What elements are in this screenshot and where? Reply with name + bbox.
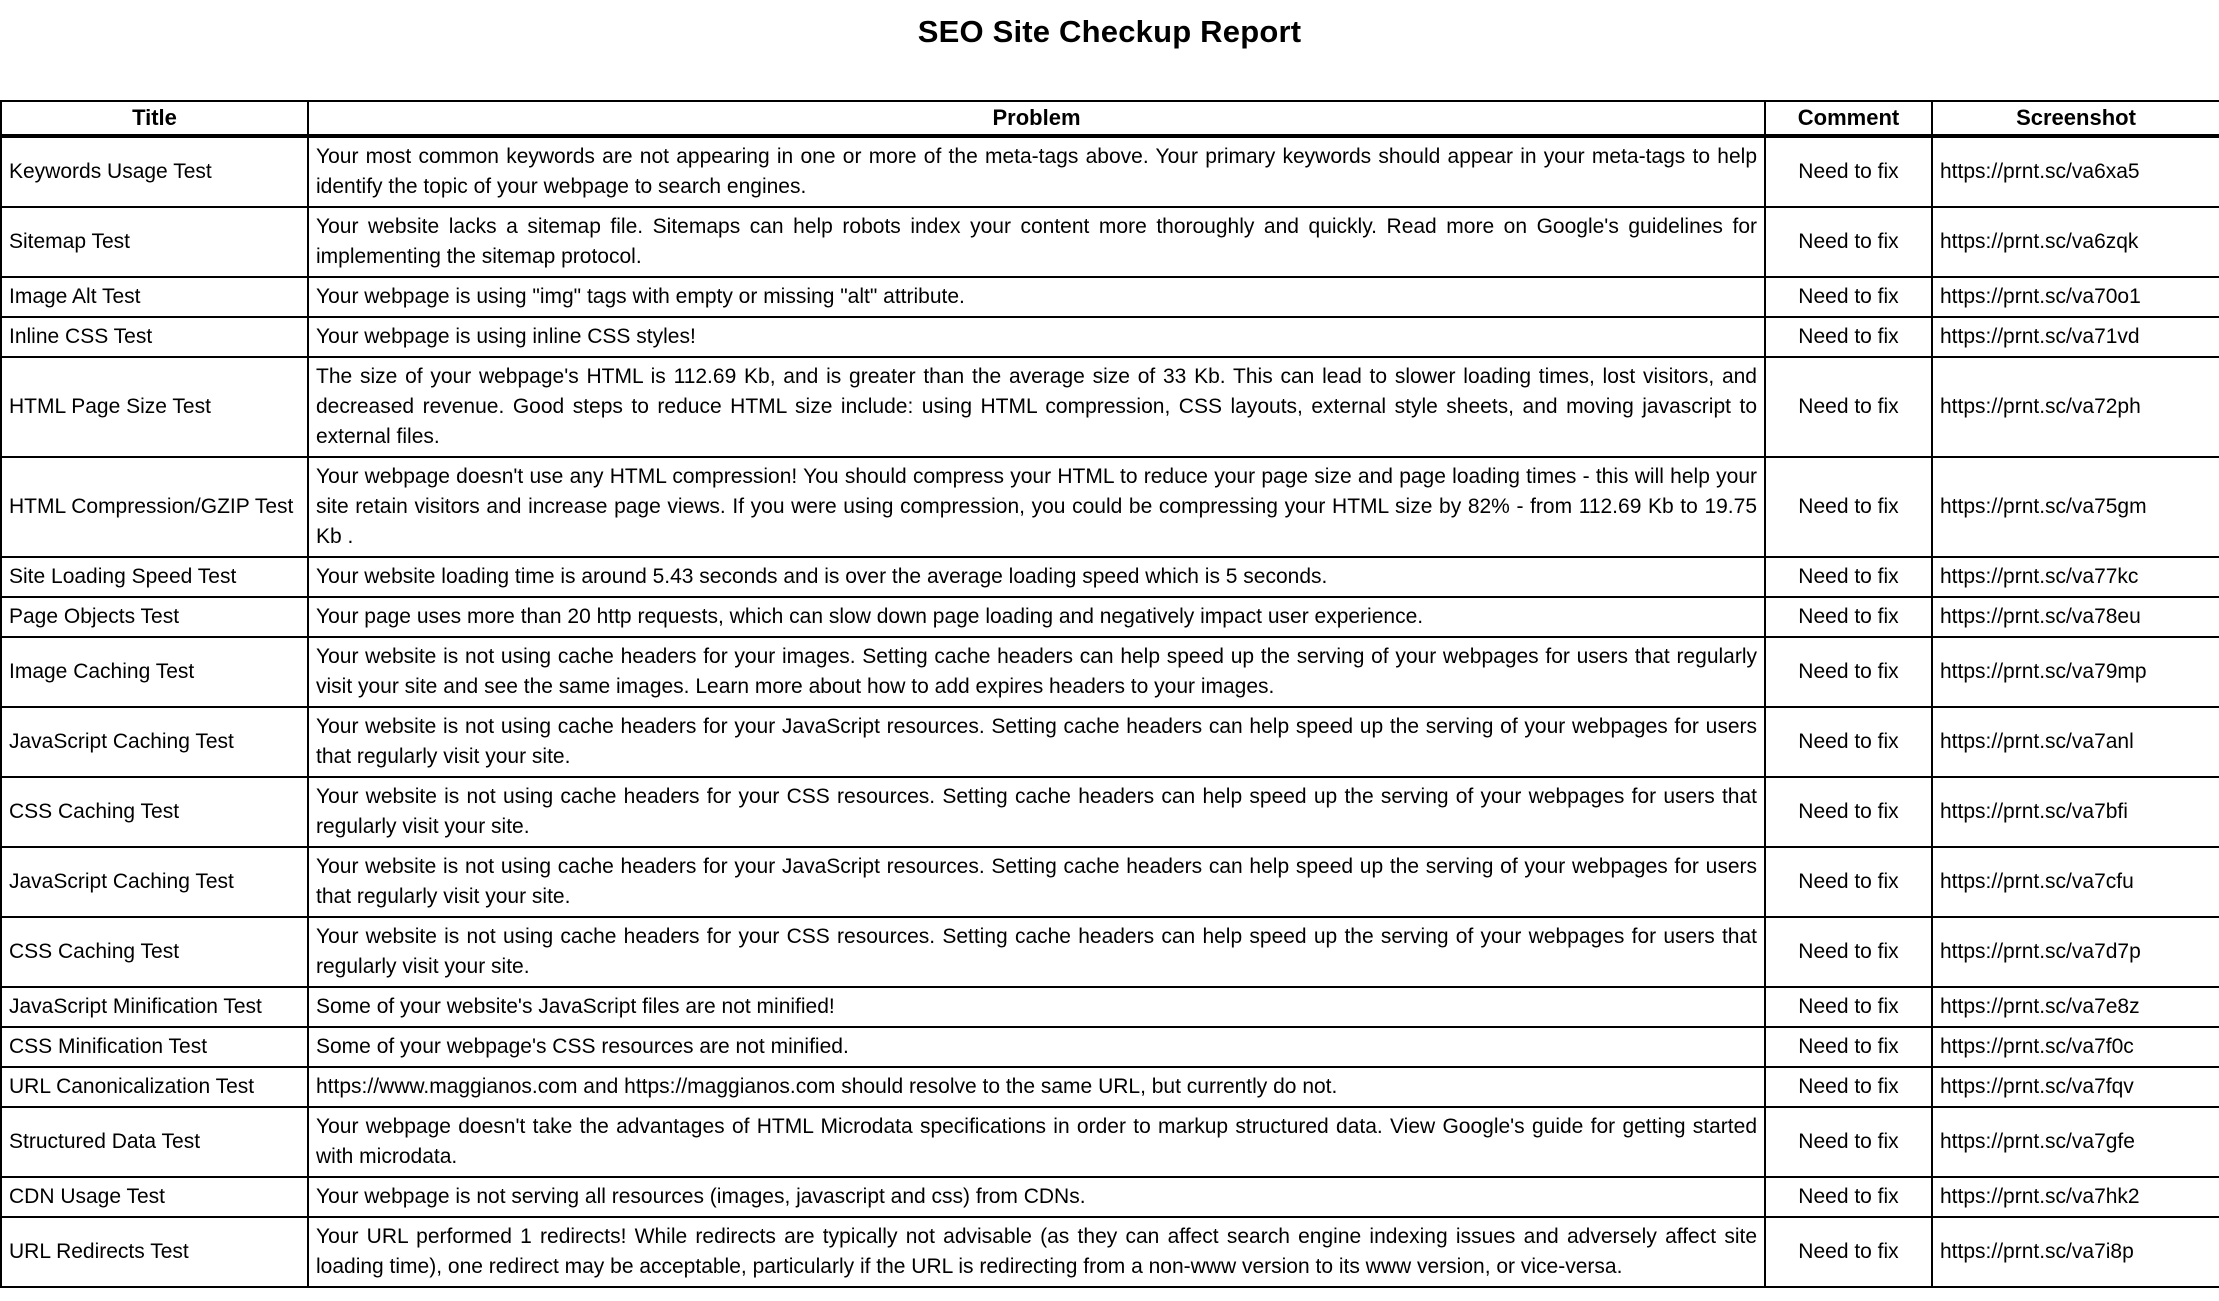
cell-comment: Need to fix [1765,457,1932,557]
table-row [1,457,2219,557]
table-row [1,1217,2219,1287]
table-row [1,136,2219,207]
cell-problem-description: Your webpage doesn't use any HTML compression! You should compress your HTML to reduce your page size and page loading times - this will help your site retain visitors and increase page views. If you were using compression, you could be compressing your HTML size by 82% - from 112.69 Kb to 19.75 Kb . [308,457,1765,557]
table-row [1,1107,2219,1177]
cell-screenshot-link: https://prnt.sc/va7bfi [1932,777,2219,847]
cell-test-title: HTML Page Size Test [1,357,308,457]
column-header-screenshot: Screenshot [1932,101,2219,136]
cell-comment: Need to fix [1765,1177,1932,1217]
cell-problem-description: Your website is not using cache headers for your CSS resources. Setting cache headers can help speed up the serving of your webpages for users that regularly visit your site. [308,777,1765,847]
table-row [1,207,2219,277]
cell-test-title: URL Redirects Test [1,1217,308,1287]
cell-comment: Need to fix [1765,637,1932,707]
cell-problem-description: Your most common keywords are not appearing in one or more of the meta-tags above. Your primary keywords should appear in your meta-tags to help identify the topic of your webpage to search engines. [308,136,1765,207]
cell-problem-description: Your URL performed 1 redirects! While redirects are typically not advisable (as they can affect search engine indexing issues and adversely affect site loading time), one redirect may be acceptable, particularly if the URL is redirecting from a non-www version to its www version, or vice-versa. [308,1217,1765,1287]
table-row [1,1067,2219,1107]
table-row [1,597,2219,637]
cell-screenshot-link: https://prnt.sc/va7i8p [1932,1217,2219,1287]
cell-screenshot-link: https://prnt.sc/va7e8z [1932,987,2219,1027]
table-row [1,847,2219,917]
cell-problem-description: Your website is not using cache headers for your images. Setting cache headers can help speed up the serving of your webpages for users that regularly visit your site and see the same images. Learn more about how to add expires headers to your images. [308,637,1765,707]
cell-test-title: Keywords Usage Test [1,136,308,207]
cell-screenshot-link: https://prnt.sc/va70o1 [1932,277,2219,317]
table-row [1,1027,2219,1067]
report-table-body [1,136,2219,1287]
table-row [1,777,2219,847]
cell-comment: Need to fix [1765,357,1932,457]
cell-screenshot-link: https://prnt.sc/va72ph [1932,357,2219,457]
cell-problem-description: Your page uses more than 20 http requests, which can slow down page loading and negatively impact user experience. [308,597,1765,637]
cell-screenshot-link: https://prnt.sc/va6xa5 [1932,136,2219,207]
cell-problem-description: Your website is not using cache headers for your JavaScript resources. Setting cache headers can help speed up the serving of your webpages for users that regularly visit your site. [308,847,1765,917]
cell-comment: Need to fix [1765,136,1932,207]
cell-screenshot-link: https://prnt.sc/va79mp [1932,637,2219,707]
cell-test-title: Page Objects Test [1,597,308,637]
table-row [1,707,2219,777]
table-row [1,357,2219,457]
cell-comment: Need to fix [1765,1217,1932,1287]
cell-problem-description: https://www.maggianos.com and https://maggianos.com should resolve to the same URL, but currently do not. [308,1067,1765,1107]
table-row [1,557,2219,597]
cell-test-title: HTML Compression/GZIP Test [1,457,308,557]
cell-test-title: Image Caching Test [1,637,308,707]
cell-problem-description: Your website loading time is around 5.43 seconds and is over the average loading speed which is 5 seconds. [308,557,1765,597]
cell-screenshot-link: https://prnt.sc/va75gm [1932,457,2219,557]
cell-test-title: CSS Caching Test [1,777,308,847]
cell-problem-description: Your website is not using cache headers for your JavaScript resources. Setting cache headers can help speed up the serving of your webpages for users that regularly visit your site. [308,707,1765,777]
cell-problem-description: Your webpage is not serving all resources (images, javascript and css) from CDNs. [308,1177,1765,1217]
table-row [1,987,2219,1027]
cell-screenshot-link: https://prnt.sc/va7cfu [1932,847,2219,917]
cell-test-title: Inline CSS Test [1,317,308,357]
cell-comment: Need to fix [1765,707,1932,777]
cell-problem-description: Your webpage is using inline CSS styles! [308,317,1765,357]
cell-comment: Need to fix [1765,917,1932,987]
cell-comment: Need to fix [1765,987,1932,1027]
table-row [1,277,2219,317]
cell-comment: Need to fix [1765,277,1932,317]
cell-screenshot-link: https://prnt.sc/va7gfe [1932,1107,2219,1177]
cell-test-title: CDN Usage Test [1,1177,308,1217]
cell-comment: Need to fix [1765,207,1932,277]
table-row [1,917,2219,987]
cell-test-title: CSS Minification Test [1,1027,308,1067]
page-title: SEO Site Checkup Report [917,14,1302,49]
cell-test-title: JavaScript Minification Test [1,987,308,1027]
cell-comment: Need to fix [1765,557,1932,597]
cell-screenshot-link: https://prnt.sc/va78eu [1932,597,2219,637]
cell-screenshot-link: https://prnt.sc/va7anl [1932,707,2219,777]
cell-comment: Need to fix [1765,1027,1932,1067]
cell-problem-description: The size of your webpage's HTML is 112.69 Kb, and is greater than the average size of 33 Kb. This can lead to slower loading times, lost visitors, and decreased revenue. Good steps to reduce HTML size include: using HTML compression, CSS layouts, external style sheets, and moving javascript to external files. [308,357,1765,457]
column-header-problem: Problem [308,101,1765,136]
cell-test-title: JavaScript Caching Test [1,707,308,777]
seo-report-table [0,100,2219,1288]
column-header-comment: Comment [1765,101,1932,136]
cell-screenshot-link: https://prnt.sc/va7fqv [1932,1067,2219,1107]
table-row [1,317,2219,357]
column-header-title: Title [1,101,308,136]
cell-test-title: URL Canonicalization Test [1,1067,308,1107]
cell-screenshot-link: https://prnt.sc/va7hk2 [1932,1177,2219,1217]
cell-comment: Need to fix [1765,1107,1932,1177]
table-header [1,101,2219,136]
cell-screenshot-link: https://prnt.sc/va6zqk [1932,207,2219,277]
cell-screenshot-link: https://prnt.sc/va77kc [1932,557,2219,597]
cell-test-title: Structured Data Test [1,1107,308,1177]
table-row [1,637,2219,707]
cell-screenshot-link: https://prnt.sc/va71vd [1932,317,2219,357]
cell-problem-description: Your website lacks a sitemap file. Sitemaps can help robots index your content more thoroughly and quickly. Read more on Google's guidelines for implementing the sitemap protocol. [308,207,1765,277]
cell-test-title: JavaScript Caching Test [1,847,308,917]
cell-screenshot-link: https://prnt.sc/va7f0c [1932,1027,2219,1067]
cell-screenshot-link: https://prnt.sc/va7d7p [1932,917,2219,987]
cell-problem-description: Some of your webpage's CSS resources are not minified. [308,1027,1765,1067]
table-header-row [1,101,2219,136]
cell-test-title: Sitemap Test [1,207,308,277]
cell-comment: Need to fix [1765,1067,1932,1107]
cell-test-title: Site Loading Speed Test [1,557,308,597]
cell-comment: Need to fix [1765,317,1932,357]
cell-comment: Need to fix [1765,777,1932,847]
cell-test-title: CSS Caching Test [1,917,308,987]
cell-test-title: Image Alt Test [1,277,308,317]
table-row [1,1177,2219,1217]
cell-problem-description: Your webpage doesn't take the advantages of HTML Microdata specifications in order to markup structured data. View Google's guide for getting started with microdata. [308,1107,1765,1177]
cell-problem-description: Some of your website's JavaScript files are not minified! [308,987,1765,1027]
cell-problem-description: Your website is not using cache headers for your CSS resources. Setting cache headers can help speed up the serving of your webpages for users that regularly visit your site. [308,917,1765,987]
cell-comment: Need to fix [1765,847,1932,917]
cell-comment: Need to fix [1765,597,1932,637]
cell-problem-description: Your webpage is using "img" tags with empty or missing "alt" attribute. [308,277,1765,317]
